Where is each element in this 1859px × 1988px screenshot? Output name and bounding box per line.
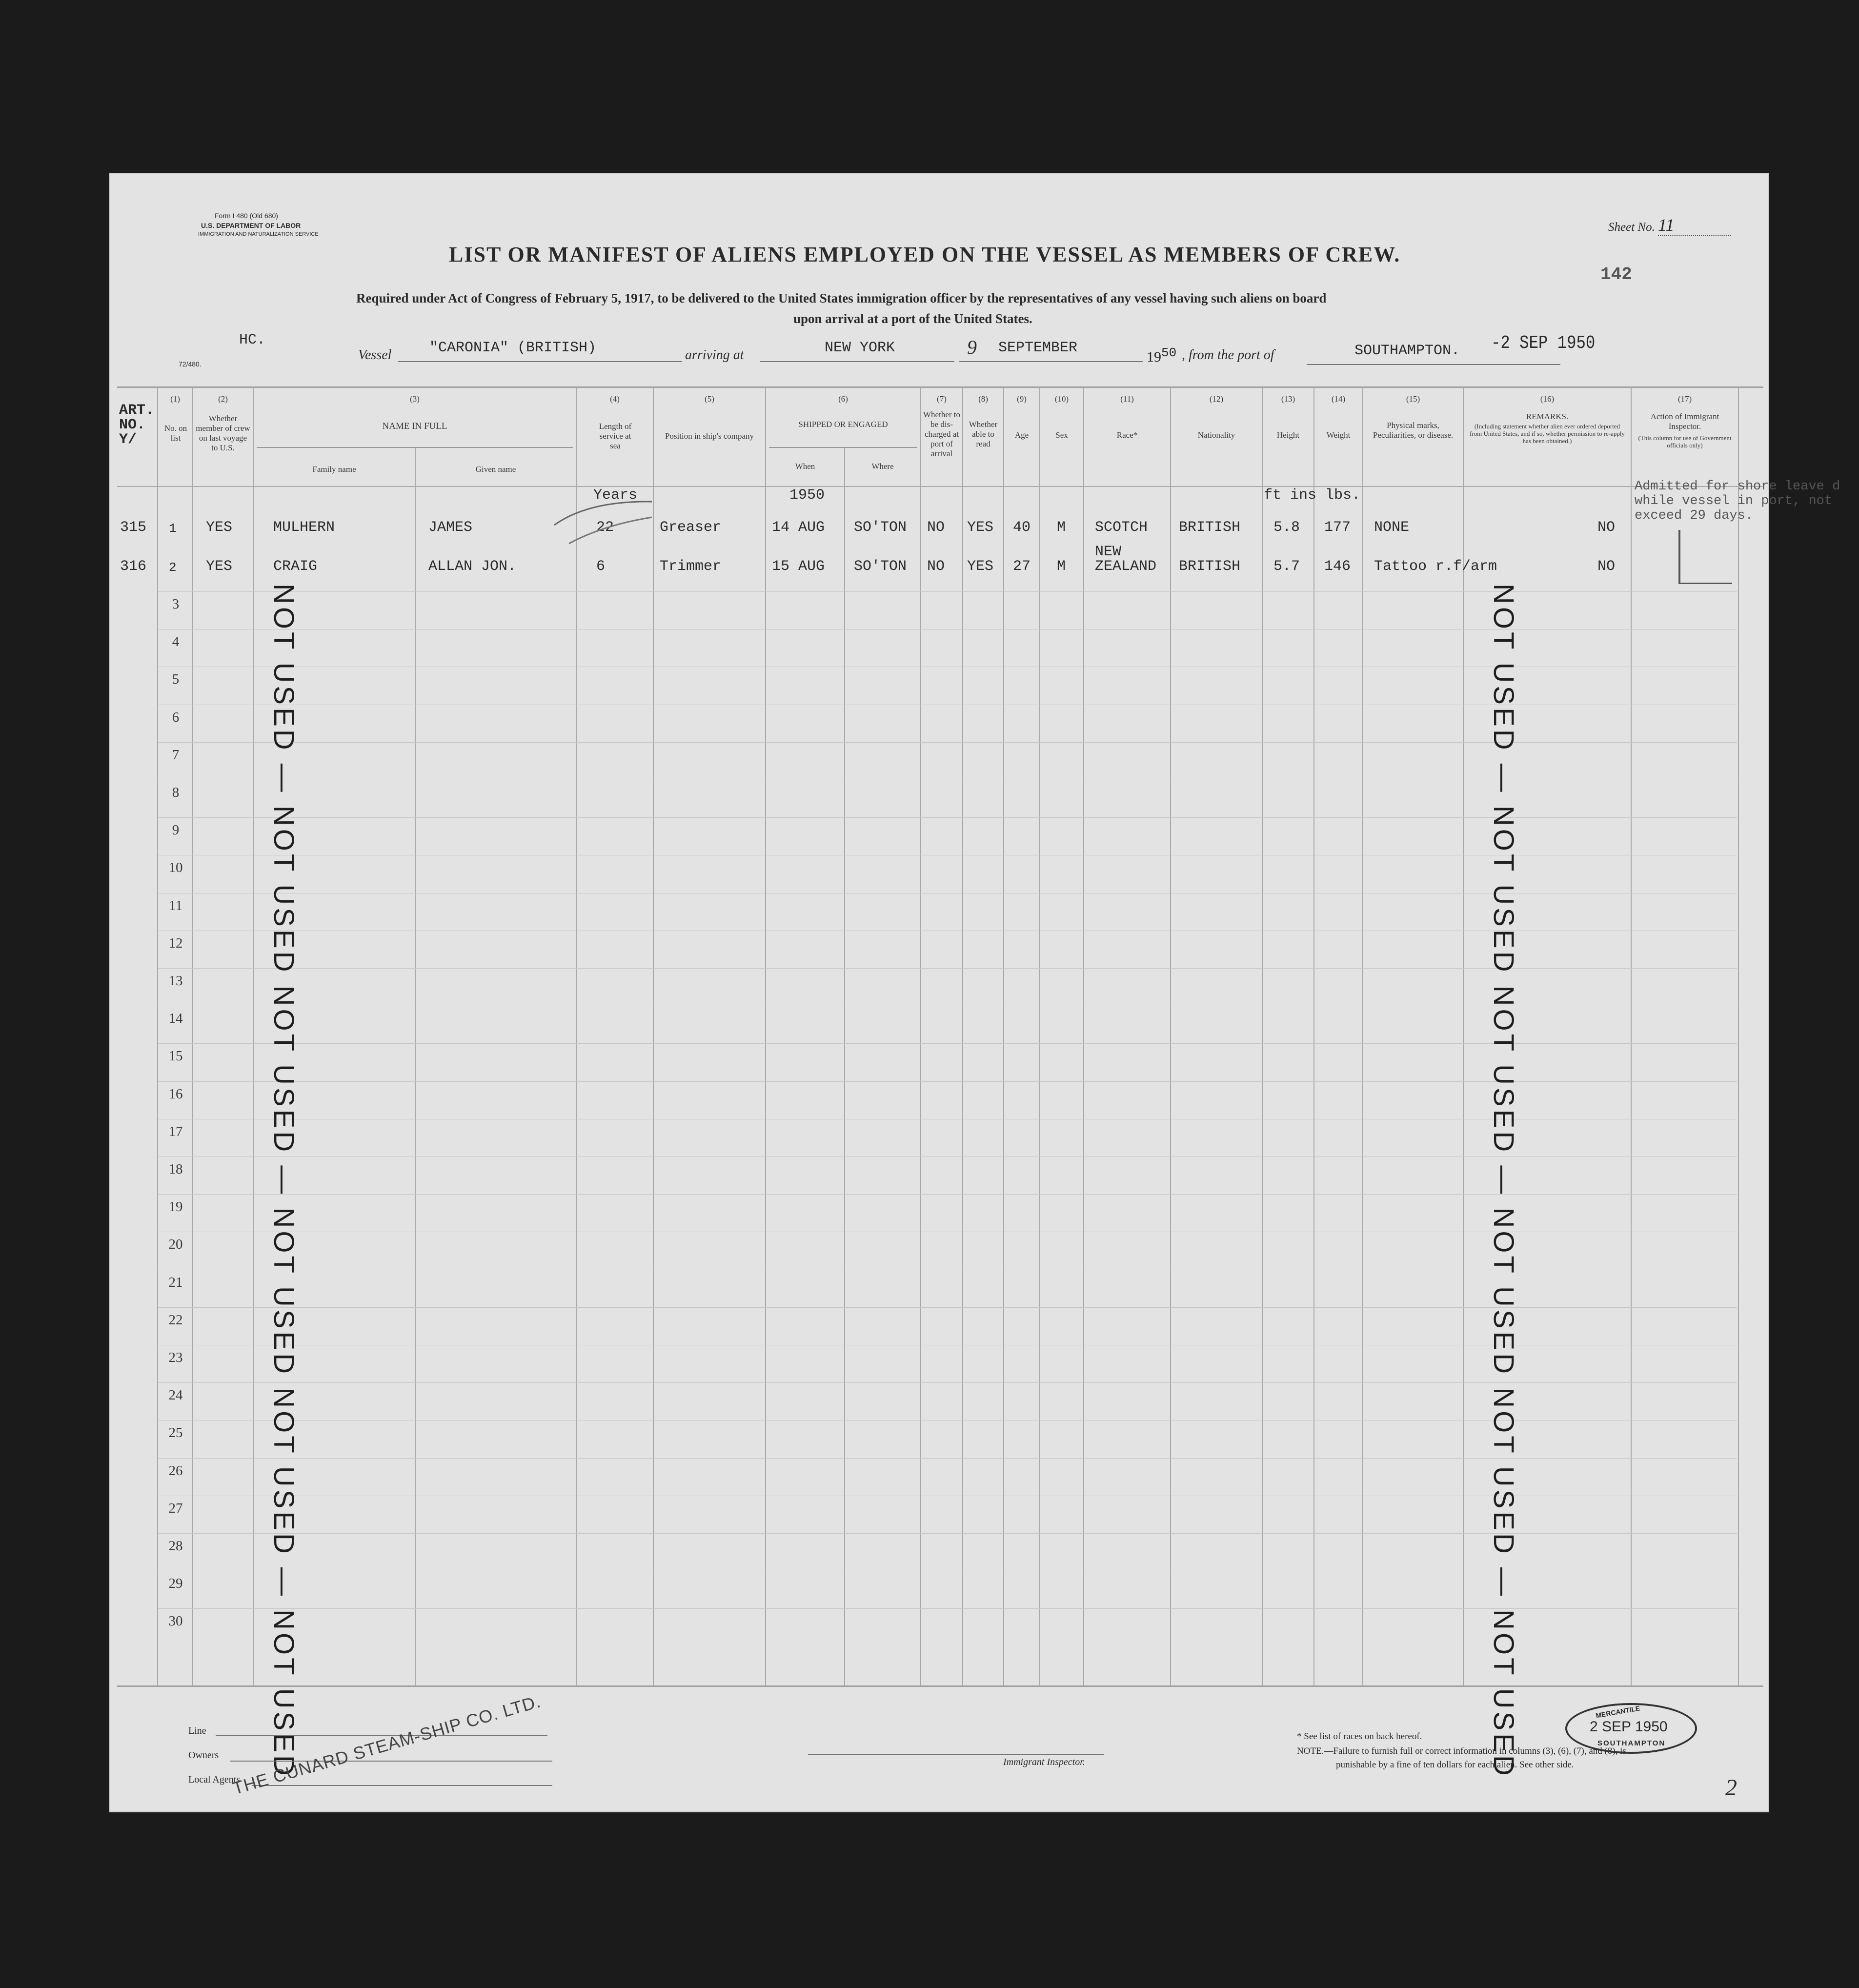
cunard-stamp: THE CUNARD STEAM-SHIP CO. LTD. [230, 1691, 543, 1799]
departure-port: SOUTHAMPTON. [1354, 343, 1460, 359]
height: 5.7 [1273, 558, 1300, 575]
column-rule [415, 447, 416, 1685]
column-2-header: Whether member of crew on last voyage to U.S. [196, 414, 250, 452]
arrival-year: $19^{50}$ [1147, 345, 1177, 365]
row-number: 22 [168, 1312, 183, 1328]
vessel-label: Vessel [358, 347, 392, 363]
age: 27 [1013, 558, 1031, 575]
weight: 146 [1324, 558, 1351, 575]
column-1-header: No. on list [164, 424, 187, 443]
position: Greaser [660, 519, 722, 536]
subtitle-line-2: upon arrival at a port of the United States. [793, 311, 1032, 326]
column-2-number: (2) [218, 394, 228, 404]
column-4-number: (4) [610, 394, 620, 404]
column-9-header: Age [1014, 430, 1029, 440]
column-15-number: (15) [1406, 394, 1420, 404]
physical-marks: Tattoo r.f/arm [1374, 558, 1497, 575]
race-line-1: NEW [1095, 544, 1122, 560]
row-number: 17 [168, 1123, 183, 1139]
position: Trimmer [660, 558, 722, 575]
column-3-number: (3) [410, 394, 420, 404]
column-11-number: (11) [1120, 394, 1134, 404]
race-line-2: ZEALAND [1095, 558, 1157, 575]
arriving-label: arriving at [685, 347, 744, 363]
column-rule [1170, 387, 1171, 1685]
column-rule [1083, 387, 1084, 1685]
previous-voyage: YES [206, 519, 233, 536]
column-14-number: (14) [1331, 394, 1346, 404]
table-bottom-rule [117, 1685, 1763, 1687]
inspector-bracket [1678, 530, 1680, 584]
column-15-header: Physical marks, Peculiarities, or disease. [1373, 421, 1454, 440]
column-17-number: (17) [1677, 394, 1692, 404]
not-used-stamp-right: NOT USED — NOT USED NOT USED — NOT USED NOT USED — NOT USED [1488, 584, 1519, 1779]
column-5-number: (5) [705, 394, 714, 404]
family-name: MULHERN [273, 519, 335, 536]
arrival-month: SEPTEMBER [998, 340, 1078, 356]
column-4-header: Length of service at sea [599, 422, 632, 450]
pen-stroke [549, 496, 657, 545]
column-9-number: (9) [1017, 394, 1027, 404]
shipped-when: 15 AUG [772, 558, 825, 575]
column-rule [192, 387, 193, 1685]
inspector-note-line-2: while vessel in port, not [1635, 494, 1833, 508]
agents-underline [252, 1785, 552, 1786]
row-number: 15 [168, 1048, 183, 1064]
column-6-header: SHIPPED OR ENGAGED [798, 420, 888, 429]
column-17-note: (This column for use of Government officials only) [1638, 434, 1732, 449]
column-1-number: (1) [170, 394, 180, 404]
column-rule [1003, 387, 1004, 1685]
from-port-underline [1307, 364, 1560, 365]
race: SCOTCH [1095, 519, 1148, 536]
column-rule [1631, 387, 1632, 1685]
row-number: 14 [168, 1011, 183, 1027]
inspector-note-line-1: Admitted for shore leave d [1635, 479, 1840, 494]
when-header: When [795, 462, 815, 471]
years-unit: Years [593, 487, 638, 504]
shipped-subheader-rule [769, 447, 917, 448]
row-number: 5 [172, 671, 180, 688]
mercantile-stamp-bottom: SOUTHAMPTON [1597, 1739, 1666, 1747]
service-length: 6 [596, 558, 606, 575]
given-name-header: Given name [475, 465, 516, 474]
sheet-number: 11 [1658, 215, 1731, 236]
row-number: 13 [168, 973, 183, 989]
date-underline [959, 361, 1143, 362]
row-number: 7 [172, 747, 180, 763]
column-13-number: (13) [1281, 394, 1295, 404]
column-3-header: NAME IN FULL [382, 421, 447, 431]
column-rule [1738, 387, 1739, 1685]
inspector-note-line-3: exceed 29 days. [1635, 508, 1754, 523]
column-14-header: Weight [1326, 430, 1351, 440]
vessel-name: "CARONIA" (BRITISH) [429, 340, 597, 356]
manifest-sheet [109, 173, 1840, 1812]
shipped-where: SO'TON [854, 558, 907, 575]
row-number: 28 [168, 1538, 183, 1554]
column-rule [1313, 387, 1314, 1685]
column-12-header: Nationality [1197, 430, 1235, 440]
sex: M [1057, 558, 1066, 575]
given-name: ALLAN JON. [428, 558, 517, 575]
page-title: LIST OR MANIFEST OF ALIENS EMPLOYED ON THE VESSEL AS MEMBERS OF CREW. [449, 243, 1401, 266]
mercantile-stamp-date: 2 SEP 1950 [1590, 1719, 1668, 1735]
remarks: NO [1597, 519, 1616, 536]
row-number: 16 [168, 1086, 183, 1102]
owners-underline [230, 1761, 552, 1762]
table-header-rule [117, 486, 1763, 487]
not-used-stamp-left: NOT USED — NOT USED NOT USED — NOT USED NOT USED — NOT USED [268, 584, 300, 1779]
physical-marks: NONE [1374, 519, 1410, 536]
able-to-read: YES [967, 558, 994, 575]
art-no-label: ART. NO. Y/ [119, 402, 155, 448]
shipped-when: 14 AUG [772, 519, 825, 536]
column-11-header: Race* [1116, 430, 1138, 440]
mercantile-stamp [1565, 1703, 1697, 1754]
row-number: 30 [168, 1613, 183, 1629]
column-6-number: (6) [838, 394, 848, 404]
row-number: 6 [172, 709, 180, 725]
row-number: 23 [168, 1350, 183, 1365]
note-line-2: punishable by a fine of ten dollars for each alien. See other side. [1336, 1760, 1574, 1770]
column-16-note: (Including statement whether alien ever ordered deported from United States, and if so, whether permission to re-apply has been obtained.) [1469, 423, 1625, 445]
from-port-label: , from the port of [1182, 347, 1274, 363]
column-8-number: (8) [978, 394, 988, 404]
column-16-number: (16) [1540, 394, 1555, 404]
inspector-label: Immigrant Inspector. [1003, 1757, 1085, 1767]
row-number: 11 [169, 897, 182, 913]
column-rule [1362, 387, 1363, 1685]
family-name-header: Family name [312, 465, 356, 474]
height: 5.8 [1273, 519, 1300, 536]
column-rule [765, 387, 766, 1685]
column-8-header: Whether able to read [969, 420, 998, 448]
row-number: 3 [172, 596, 180, 612]
column-rule [1262, 387, 1263, 1685]
hc-mark: HC. [239, 332, 266, 348]
column-rule [157, 387, 158, 1685]
row-number: 29 [168, 1576, 183, 1592]
department-name: U.S. DEPARTMENT OF LABOR [201, 222, 301, 229]
where-header: Where [871, 462, 894, 471]
row-number: 19 [168, 1199, 183, 1215]
discharged: NO [927, 519, 945, 536]
row-number: 18 [168, 1161, 183, 1177]
side-code: 72/480. [179, 360, 202, 368]
vessel-underline [398, 361, 682, 362]
column-rule [962, 387, 963, 1685]
weight: 177 [1324, 519, 1351, 536]
row-number: 12 [168, 935, 183, 951]
arrival-port: NEW YORK [825, 340, 895, 356]
row-number: 25 [168, 1425, 183, 1441]
row-number: 20 [168, 1237, 183, 1253]
list-number: 1 [169, 521, 177, 536]
line-label: Line [188, 1725, 206, 1736]
row-number: 10 [168, 860, 183, 876]
column-rule [920, 387, 921, 1685]
column-5-header: Position in ship's company [665, 431, 754, 441]
column-rule [253, 387, 254, 1685]
arrival-day: 9 [967, 336, 977, 358]
races-note: * See list of races on back hereof. [1297, 1731, 1422, 1742]
column-rule [1039, 387, 1040, 1685]
family-name: CRAIG [273, 558, 318, 575]
column-rule [1463, 387, 1464, 1685]
year-unit: 1950 [789, 487, 825, 504]
row-number: 24 [168, 1387, 183, 1403]
age: 40 [1013, 519, 1031, 536]
column-7-number: (7) [937, 394, 947, 404]
owners-label: Owners [188, 1750, 219, 1761]
row-number: 4 [172, 634, 180, 650]
column-16-header: REMARKS. [1526, 412, 1569, 421]
column-13-header: Height [1276, 430, 1300, 440]
service-length: 22 [596, 519, 614, 536]
form-number: Form I 480 (Old 680) [215, 212, 278, 220]
column-7-header: Whether to be dis-charged at port of arrival [923, 410, 960, 458]
previous-voyage: YES [206, 558, 233, 575]
art-number: 316 [120, 558, 147, 575]
column-rule [844, 447, 845, 1685]
mercantile-stamp-top: MERCANTILE [1595, 1704, 1641, 1720]
inspector-bracket [1678, 583, 1732, 584]
list-number: 2 [169, 560, 177, 575]
column-rule [653, 387, 654, 1685]
height-weight-unit: ft ins lbs. [1264, 487, 1361, 504]
page-number: 142 [1600, 264, 1632, 284]
date-stamp: -2 SEP 1950 [1491, 333, 1596, 354]
column-12-number: (12) [1209, 394, 1224, 404]
sex: M [1057, 519, 1066, 536]
row-number: 8 [172, 785, 180, 800]
service-name: IMMIGRATION AND NATURALIZATION SERVICE [198, 231, 319, 237]
column-10-number: (10) [1054, 394, 1069, 404]
corner-mark: 2 [1725, 1775, 1737, 1801]
nationality: BRITISH [1179, 558, 1241, 575]
note-line-1: NOTE.—Failure to furnish full or correct information in columns (3), (6), (7), and (8), is [1297, 1746, 1626, 1756]
row-number: 9 [172, 822, 180, 838]
agents-label: Local Agents [188, 1774, 241, 1785]
art-number: 315 [120, 519, 147, 536]
table-top-rule [117, 386, 1763, 388]
able-to-read: YES [967, 519, 994, 536]
subtitle-line-1: Required under Act of Congress of February 5, 1917, to be delivered to the United States immigration officer by the representatives of any vessel having such aliens on board [356, 291, 1327, 305]
column-17-header: Action of Immigrant Inspector. [1650, 412, 1719, 431]
given-name: JAMES [428, 519, 473, 536]
shipped-where: SO'TON [854, 519, 907, 536]
remarks: NO [1597, 558, 1616, 575]
port-underline [760, 361, 954, 362]
nationality: BRITISH [1179, 519, 1241, 536]
row-number: 21 [168, 1274, 183, 1290]
name-subheader-rule [257, 447, 573, 448]
inspector-signature-line [808, 1754, 1104, 1755]
discharged: NO [927, 558, 945, 575]
row-number: 26 [168, 1462, 183, 1479]
column-10-header: Sex [1055, 430, 1068, 440]
sheet-label: Sheet No. 11 [1608, 215, 1731, 236]
column-rule [576, 387, 577, 1685]
row-number: 27 [168, 1500, 183, 1516]
